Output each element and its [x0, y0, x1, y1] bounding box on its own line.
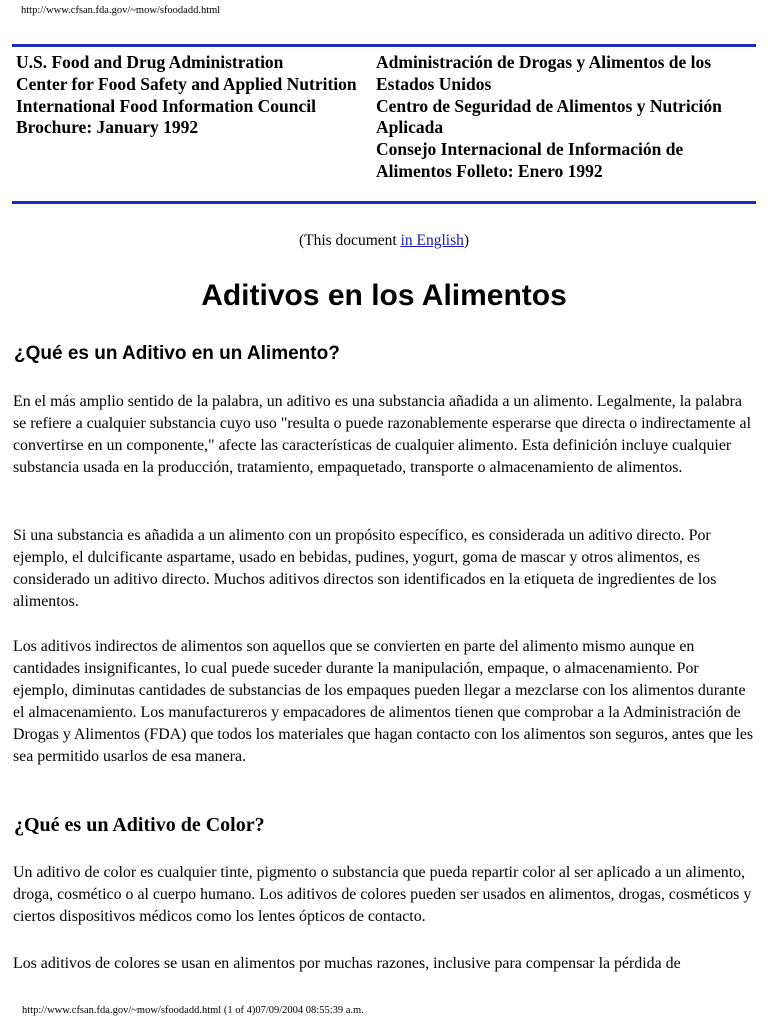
header-english-block	[16, 52, 372, 139]
page-url-header: http://www.cfsan.fda.gov/~mow/sfoodadd.html	[21, 5, 221, 16]
english-note-suffix: )	[463, 232, 470, 249]
english-note-prefix: (This document	[298, 232, 401, 249]
header-line: Aplicada	[376, 117, 444, 138]
header-line: Centro de Seguridad de Alimentos y Nutrición	[376, 95, 722, 116]
paragraph: Los aditivos indirectos de alimentos son aquellos que se convierten en parte del alimento mismo aunque en cantidades insignificantes, lo cual puede suceder durante la manipulación, empaque, o almacenamiento. Por ejemplo, diminutas cantidades de substancias de los empaques pueden llegar a mezclarse con los alimentos durante el almacenamiento. Los manufactureros y empacadores de alimentos tienen que comprobar a la Administración de Drogas y Alimentos (FDA) que todos los materiales que hagan contacto con los alimentos son seguros, antes que les sea permitido usarlos de esa manera.	[13, 638, 754, 765]
in-english-link[interactable]: in English	[400, 232, 464, 249]
header-top-rule	[12, 44, 756, 47]
header-line: U.S. Food and Drug Administration	[16, 52, 284, 72]
paragraph: En el más amplio sentido de la palabra, un aditivo es una substancia añadida a un alimento. Legalmente, la palabra se refiere a cualquier substancia cuyo uso "resulta o puede razonablemente esperarse que directa o indirectamente al convertirse en un componente," afecte las características de cualquier alimento. Esta definición incluye cualquier substancia usada en la producción, tratamiento, empaquetado, transporte o almacenamiento de alimentos.	[13, 393, 751, 476]
page-url-footer: http://www.cfsan.fda.gov/~mow/sfoodadd.html (1 of 4)07/09/2004 08:55:39 a.m.	[22, 1005, 364, 1016]
header-line: Alimentos Folleto: Enero 1992	[376, 160, 603, 181]
header-line: Center for Food Safety and Applied Nutrition	[16, 73, 357, 94]
header-line: International Food Information Council	[16, 95, 316, 116]
header-line: Brochure: January 1992	[16, 117, 199, 138]
paragraph: Los aditivos de colores se usan en alimentos por muchas razones, inclusive para compensar la pérdida de	[13, 955, 681, 972]
header-bottom-rule	[12, 201, 756, 204]
page-title: Aditivos en los Alimentos	[201, 279, 567, 312]
english-version-note	[0, 231, 768, 251]
header-line: Administración de Drogas y Alimentos de los	[376, 52, 712, 72]
paragraph: Un aditivo de color es cualquier tinte, pigmento o substancia que pueda repartir color al ser aplicado a un alimento, droga, cosmético o al cuerpo humano. Los aditivos de colores pueden ser usados en alimentos, drogas, cosméticos y ciertos dispositivos médicos como los lentes ópticos de contacto.	[13, 864, 752, 925]
header-line: Estados Unidos	[376, 73, 492, 94]
section-heading-color-additive: ¿Qué es un Aditivo de Color?	[14, 814, 265, 836]
header-line: Consejo Internacional de Información de	[376, 139, 684, 160]
paragraph: Si una substancia es añadida a un alimento con un propósito específico, es considerada un aditivo directo. Por ejemplo, el dulcificante aspartame, usado en bebidas, pudines, yogurt, goma de mascar y otros alimentos, es considerado un aditivo directo. Muchos aditivos directos son identificados en la etiqueta de ingredientes de los alimentos.	[13, 527, 717, 610]
header-spanish-block	[376, 52, 756, 183]
section-heading-food-additive: ¿Qué es un Aditivo en un Alimento?	[14, 343, 340, 364]
